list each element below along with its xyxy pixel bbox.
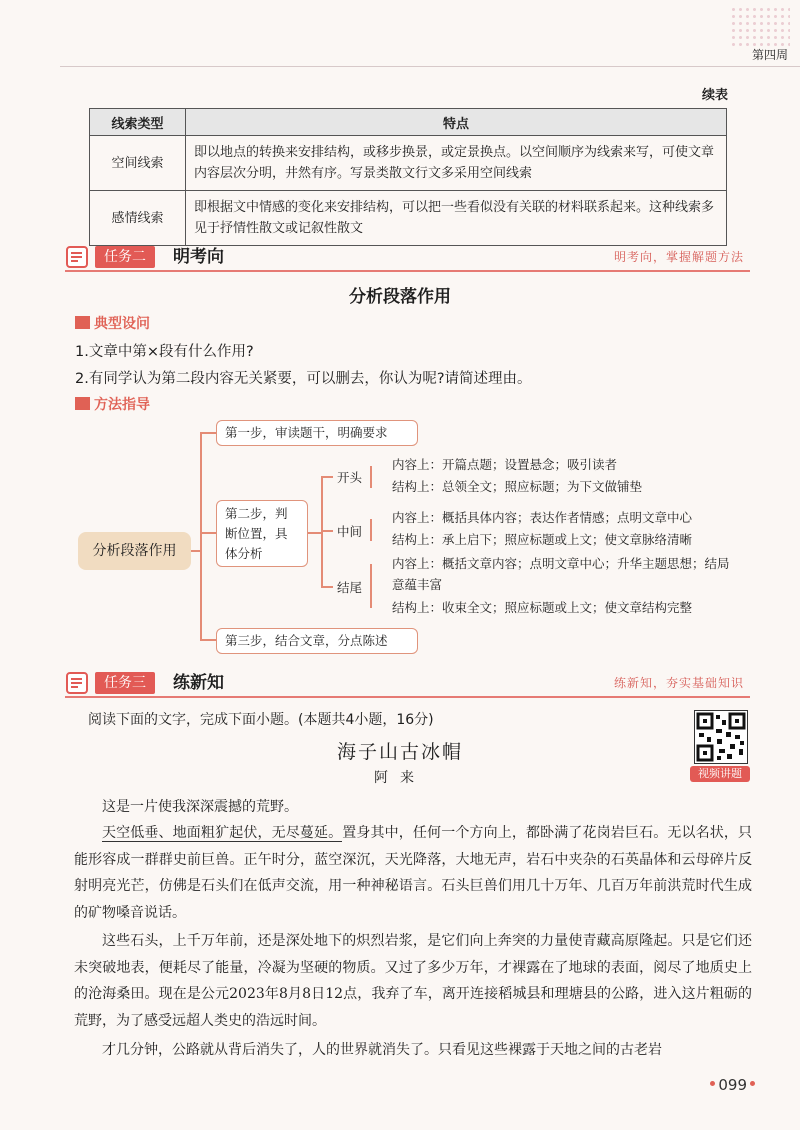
notebook-icon — [65, 245, 91, 269]
branch-middle-label: 中间 — [337, 524, 363, 539]
square-bullet-icon — [75, 316, 90, 329]
root-node: 分析段落作用 — [78, 532, 191, 570]
task2-title: 明考向 — [173, 247, 224, 267]
notebook-icon — [65, 671, 91, 695]
page-number-text: 099 — [718, 1076, 747, 1094]
clue-type-cell: 空间线索 — [90, 136, 186, 191]
begin-content: 内容上：开篇点题；设置悬念；吸引读者 — [392, 457, 618, 472]
clue-type-table — [89, 108, 727, 246]
connector — [200, 639, 216, 641]
task2-header — [65, 243, 750, 271]
connector — [200, 532, 216, 534]
task3-underline — [65, 696, 750, 698]
paragraph-3: 这些石头，上千万年前，还是深处地下的炽烈岩浆，是它们向上奔突的力量使青藏高原隆起。只是它们还未突破地表，便耗尽了能量，冷凝为坚硬的物质。又过了多少万年，才裸露在了地球的表面，阅尽了地质史上的沧海桑田。现在是公元2023年8月8日12点，我弃了车，离开连接稻城县和理塘县的公路，进入这片粗砺的荒野，为了感受远超人类史的浩远时间。 — [74, 933, 752, 1029]
step3-node: 第三步，结合文章，分点陈述 — [216, 628, 418, 654]
video-explain-label[interactable]: 视频讲题 — [690, 766, 750, 782]
task2-tag: 任务二 — [95, 246, 155, 268]
column-header-type: 线索类型 — [90, 109, 186, 136]
paragraph-4: 才几分钟，公路就从背后消失了，人的世界就消失了。只看见这些裸露于天地之间的古老岩 — [102, 1042, 662, 1058]
task3-title: 练新知 — [173, 673, 224, 693]
table-continued-label: 续表 — [701, 88, 728, 103]
connector — [370, 466, 372, 488]
clue-type-cell: 感情线索 — [90, 191, 186, 246]
dot-icon — [750, 1081, 755, 1086]
connector — [321, 476, 323, 588]
branch-end-label: 结尾 — [337, 580, 363, 595]
clue-desc-cell: 即根据文中情感的变化来安排结构，可以把一些看似没有关联的材料联系起来。这种线索多见于抒情性散文或记叙性散文 — [186, 191, 727, 246]
middle-content: 内容上：概括具体内容；表达作者情感；点明文章中心 — [392, 510, 693, 525]
task3-header — [65, 669, 750, 697]
task3-slogan: 练新知，夯实基础知识 — [613, 676, 744, 690]
underlined-sentence: 天空低垂、地面粗犷起伏，无尽蔓延。 — [102, 825, 343, 841]
reading-instruction: 阅读下面的文字，完成下面小题。(本题共4小题，16分) — [88, 712, 434, 728]
week-label: 第四周 — [751, 48, 788, 62]
table-header-row — [90, 109, 727, 136]
paragraph-1: 这是一片使我深深震撼的荒野。 — [102, 799, 298, 815]
article-author: 阿来 — [374, 770, 426, 786]
square-bullet-icon — [75, 397, 90, 410]
connector — [308, 532, 322, 534]
branch-begin-label: 开头 — [337, 470, 363, 485]
task2-slogan: 明考向，掌握解题方法 — [613, 250, 744, 264]
column-header-feature: 特点 — [186, 109, 727, 136]
table-row — [90, 191, 727, 246]
connector — [200, 432, 202, 640]
typical-questions-label — [75, 313, 150, 333]
article-title: 海子山古冰帽 — [336, 741, 463, 763]
connector — [370, 519, 372, 541]
end-content: 内容上：概括文章内容；点明文章中心；升华主题思想；结局意蕴丰富 — [392, 556, 730, 592]
step2-node: 第二步，判断位置，具体分析 — [216, 500, 308, 567]
method-guide-text: 方法指导 — [94, 397, 150, 413]
connector — [200, 432, 216, 434]
step1-node: 第一步，审读题干，明确要求 — [216, 420, 418, 446]
page-number — [707, 1076, 758, 1094]
begin-structure: 结构上：总领全文；照应标题；为下文做铺垫 — [392, 479, 643, 494]
header-divider — [60, 66, 800, 67]
task3-tag: 任务三 — [95, 672, 155, 694]
end-structure: 结构上：收束全文；照应标题或上文；使文章结构完整 — [392, 600, 693, 615]
dot-icon — [710, 1081, 715, 1086]
paragraph-2 — [74, 820, 752, 926]
typical-questions-text: 典型设问 — [94, 316, 150, 332]
section-title: 分析段落作用 — [349, 287, 451, 307]
method-guide-label — [75, 394, 150, 414]
question-2: 2.有同学认为第二段内容无关紧要，可以删去，你认为呢?请简述理由。 — [75, 371, 532, 387]
connector — [321, 476, 333, 478]
middle-structure: 结构上：承上启下；照应标题或上文；使文章脉络清晰 — [392, 532, 693, 547]
method-tree-diagram — [0, 418, 800, 648]
connector — [370, 564, 372, 608]
corner-dot-pattern — [730, 6, 790, 46]
connector — [321, 530, 333, 532]
clue-desc-cell: 即以地点的转换来安排结构，或移步换景，或定景换点。以空间顺序为线索来写，可使文章内容层次分明，井然有序。写景类散文行文多采用空间线索 — [186, 136, 727, 191]
table-row — [90, 136, 727, 191]
paragraph-2-rest: 置身其中，任何一个方向上，都卧满了花岗岩巨石。无以名状，只能形容成一群群史前巨兽。正午时分，蓝空深沉，天光降落，大地无声，岩石中夹杂的石英晶体和云母碎片反射明亮光芒，仿佛是石头们在低声交流，用一种神秘语言。石头巨兽们用几十万年、几百万年前洪荒时代生成的矿物嗓音说话。 — [74, 825, 752, 921]
question-1: 1.文章中第×段有什么作用? — [75, 344, 254, 360]
task2-underline — [65, 270, 750, 272]
connector — [321, 586, 333, 588]
